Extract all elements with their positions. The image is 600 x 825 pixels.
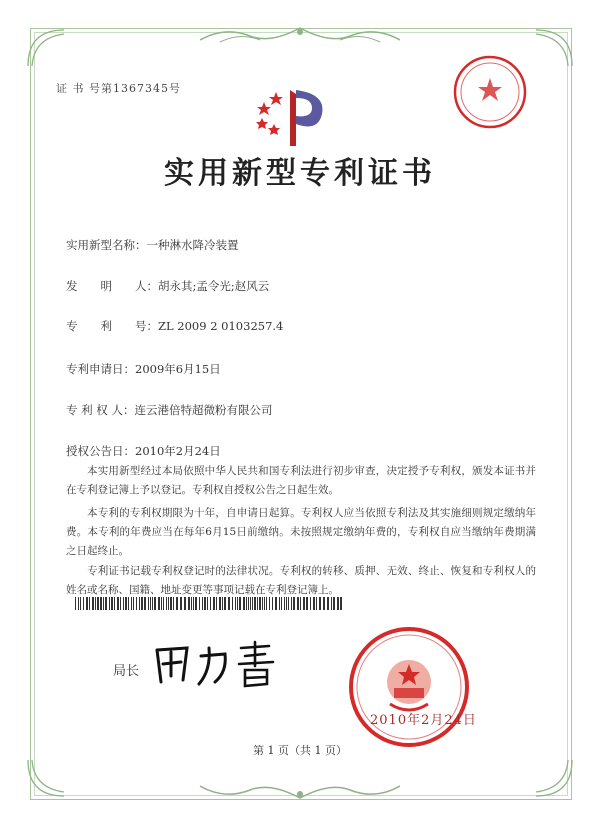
field-label: 专 利 号： <box>66 319 158 333</box>
field-label: 实用新型名称： <box>66 238 147 252</box>
field-label: 发 明 人： <box>66 279 158 293</box>
signature-icon <box>145 636 285 692</box>
field-value: 连云港倍特超微粉有限公司 <box>134 403 273 417</box>
seal-date: 2010年2月24日 <box>370 713 477 728</box>
corner-ornament-icon <box>24 26 68 70</box>
paragraph: 本专利的专利权期限为十年，自申请日起算。专利权人应当依照专利法及其实施细则规定缴纳年费。本专利的年费应当在每年6月15日前缴纳。未按照规定缴纳年费的，专利权自应当缴纳年费期满之日起终止。 <box>66 507 536 557</box>
bottom-ornament-icon <box>200 778 400 804</box>
barcode-icon <box>75 597 345 610</box>
filing-date-row <box>66 361 221 377</box>
top-ornament-icon <box>200 22 400 48</box>
field-value: 胡永其;孟令光;赵风云 <box>158 279 270 293</box>
page-number: 第 1 页（共 1 页） <box>253 744 347 757</box>
field-value: ZL 2009 2 0103257.4 <box>158 319 284 333</box>
grant-date-row <box>66 443 221 459</box>
utility-model-name-row <box>66 237 239 253</box>
field-label: 授权公告日： <box>66 444 135 458</box>
sipo-logo-icon <box>256 84 328 148</box>
paragraph: 专利证书记载专利权登记时的法律状况。专利权的转移、质押、无效、终止、恢复和专利权人的姓名或名称、国籍、地址变更等事项记载在专利登记簿上。 <box>66 565 536 596</box>
director-label: 局长 <box>113 664 140 679</box>
patent-number-row <box>66 318 283 334</box>
field-value: 一种淋水降冷装置 <box>146 238 239 252</box>
field-label: 专 利 权 人： <box>66 403 135 417</box>
corner-ornament-icon <box>532 26 576 70</box>
field-value: 2010年2月24日 <box>135 444 221 458</box>
field-label: 专利申请日： <box>66 362 135 376</box>
official-seal-icon <box>346 624 472 750</box>
page-title: 实用新型专利证书 <box>164 156 436 191</box>
certificate-number: 证 书 号第1367345号 <box>56 82 181 95</box>
corner-ornament-icon <box>24 756 68 800</box>
patentee-row <box>66 402 272 418</box>
paragraph: 本实用新型经过本局依照中华人民共和国专利法进行初步审查，决定授予专利权，颁发本证书并在专利登记簿上予以登记。专利权自授权公告之日起生效。 <box>66 465 536 496</box>
corner-ornament-icon <box>532 756 576 800</box>
inventor-row <box>66 278 269 294</box>
field-value: 2009年6月15日 <box>135 362 221 376</box>
small-seal-icon <box>452 54 528 130</box>
